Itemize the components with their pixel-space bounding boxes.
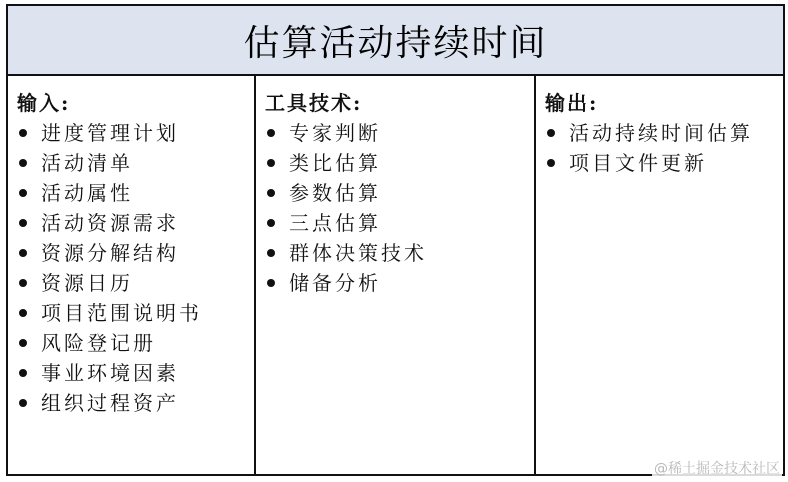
bullet-icon [267, 249, 275, 257]
itto-columns [8, 76, 783, 474]
title-bar [8, 6, 783, 76]
bullet-icon [19, 309, 27, 317]
tool-item-label: 参数估算 [289, 181, 381, 205]
tool-item-label: 专家判断 [289, 121, 381, 145]
bullet-icon [267, 129, 275, 137]
bullet-icon [19, 399, 27, 407]
tool-item-label: 储备分析 [289, 271, 381, 295]
input-item [17, 118, 254, 148]
output-item-label: 项目文件更新 [569, 151, 707, 175]
itto-table [6, 4, 785, 476]
bullet-icon [19, 249, 27, 257]
inputs-list [17, 118, 254, 418]
inputs-column [8, 76, 256, 474]
tool-item-label: 群体决策技术 [289, 241, 427, 265]
bullet-icon [19, 279, 27, 287]
bullet-icon [19, 129, 27, 137]
tool-item-label: 类比估算 [289, 151, 381, 175]
tools-column [256, 76, 536, 474]
bullet-icon [547, 129, 555, 137]
input-item [17, 178, 254, 208]
input-item-label: 组织过程资产 [41, 391, 179, 415]
tool-item [265, 238, 534, 268]
bullet-icon [547, 159, 555, 167]
tools-heading: 工具技术: [265, 91, 363, 115]
input-item-label: 活动属性 [41, 181, 133, 205]
bullet-icon [19, 339, 27, 347]
input-item-label: 活动清单 [41, 151, 133, 175]
outputs-heading: 输出: [545, 91, 599, 115]
watermark: @稀土掘金技术社区 [652, 458, 782, 478]
input-item [17, 268, 254, 298]
outputs-column [536, 76, 783, 474]
page-title: 估算活动持续时间 [243, 22, 548, 64]
bullet-icon [267, 279, 275, 287]
input-item [17, 238, 254, 268]
input-item-label: 事业环境因素 [41, 361, 179, 385]
input-item-label: 项目范围说明书 [41, 301, 202, 325]
output-item-label: 活动持续时间估算 [569, 121, 753, 145]
tool-item [265, 148, 534, 178]
tool-item-label: 三点估算 [289, 211, 381, 235]
input-item-label: 活动资源需求 [41, 211, 179, 235]
inputs-heading: 输入: [17, 91, 71, 115]
output-item [545, 118, 783, 148]
tool-item [265, 268, 534, 298]
output-item [545, 148, 783, 178]
bullet-icon [267, 159, 275, 167]
bullet-icon [267, 219, 275, 227]
input-item [17, 388, 254, 418]
input-item-label: 进度管理计划 [41, 121, 179, 145]
input-item-label: 资源分解结构 [41, 241, 179, 265]
tool-item [265, 208, 534, 238]
bullet-icon [19, 189, 27, 197]
bullet-icon [19, 159, 27, 167]
bullet-icon [19, 219, 27, 227]
input-item [17, 208, 254, 238]
bullet-icon [19, 369, 27, 377]
input-item [17, 298, 254, 328]
tool-item [265, 118, 534, 148]
input-item-label: 资源日历 [41, 271, 133, 295]
bullet-icon [267, 189, 275, 197]
input-item-label: 风险登记册 [41, 331, 156, 355]
tools-list [265, 118, 534, 298]
input-item [17, 328, 254, 358]
tool-item [265, 178, 534, 208]
outputs-list [545, 118, 783, 178]
input-item [17, 358, 254, 388]
input-item [17, 148, 254, 178]
